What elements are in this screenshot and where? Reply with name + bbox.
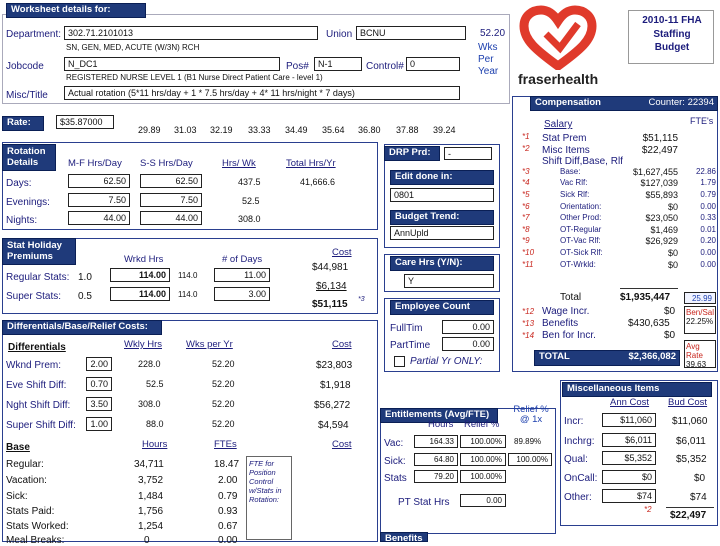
super-diff-rate[interactable]: 1.00 — [86, 417, 112, 431]
base-regular-label: Regular: — [6, 459, 44, 470]
stat-col-days: # of Days — [222, 254, 263, 265]
rotation-evenings-mf[interactable]: 7.50 — [68, 193, 130, 207]
ent-vac-label: Vac: — [384, 438, 404, 449]
regular-stats-small: 114.0 — [178, 271, 198, 280]
salary-title: Salary — [544, 119, 573, 130]
comp-row-value: $127,039 — [640, 178, 678, 188]
super-diff-hrs: 88.0 — [146, 419, 164, 429]
comp-row-fte: 0.00 — [700, 248, 716, 257]
rotation-col-wk: Hrs/ Wk — [222, 158, 256, 169]
department-label: Department: — [6, 29, 62, 40]
rate-step: 35.64 — [322, 125, 345, 135]
base-meal-label: Meal Breaks: — [6, 535, 65, 546]
comp-row-note: *9 — [522, 236, 530, 245]
weeks-per-year-value: 52.20 — [480, 28, 506, 39]
rate-step: 33.33 — [248, 125, 271, 135]
base-sick-fte: 0.79 — [218, 491, 238, 502]
base-stats-worked-label: Stats Worked: — [6, 521, 69, 532]
base-sick-hours: 1,484 — [138, 491, 164, 502]
benefits-header: Benefits — [380, 532, 428, 542]
avg-rate-label: Avg Rate — [686, 342, 703, 361]
rotation-col-mf: M-F Hrs/Day — [68, 158, 122, 169]
jobcode-label: Jobcode — [6, 61, 44, 72]
differentials-section — [2, 320, 378, 542]
department-field[interactable]: 302.71.2101013 — [64, 26, 318, 40]
ben-incr-value: $0 — [664, 330, 676, 341]
stat-note: *3 — [358, 296, 365, 303]
fte-note: FTE for Position Control w/Stats in Rotation: — [249, 459, 282, 504]
wage-incr-value: $0 — [664, 306, 676, 317]
rotation-nights-label: Nights: — [6, 215, 38, 226]
nght-diff-hrs: 308.0 — [138, 399, 161, 409]
misc-oncall-bud: $0 — [694, 473, 706, 484]
comp-row-value: $0 — [667, 248, 678, 258]
super-stats-label: Super Stats: — [6, 291, 62, 302]
rate-step: 37.88 — [396, 125, 419, 135]
comp-row-label: Orientation: — [560, 202, 602, 211]
base-stats-paid-fte: 0.93 — [218, 506, 238, 517]
stat-col-cost: Cost — [332, 247, 352, 258]
base-regular-hours: 34,711 — [134, 459, 164, 470]
worksheet-header: Worksheet details for: — [6, 3, 146, 18]
parttime-label: PartTime — [390, 340, 431, 351]
comp-row-label: Base: — [560, 167, 581, 176]
drp-field[interactable]: - — [444, 147, 492, 160]
base-stats-paid-hours: 1,756 — [138, 506, 164, 517]
ben-incr-note: *14 — [522, 331, 535, 340]
super-stats-days[interactable]: 3.00 — [214, 287, 270, 301]
comp-row-label: Stat Prem — [542, 133, 587, 144]
comp-row-value: $1,627,455 — [632, 167, 678, 177]
benefits-value: $430,635 — [628, 318, 670, 329]
base-vacation-label: Vacation: — [6, 475, 47, 486]
rotation-evenings-wk: 52.5 — [242, 196, 260, 206]
base-stats-worked-hours: 1,254 — [138, 521, 164, 532]
diff-col-hrs: Wkly Hrs — [124, 339, 162, 350]
ent-sick-pct[interactable]: 100.00% — [460, 453, 506, 466]
comp-row-note: *1 — [522, 132, 530, 141]
eve-diff-hrs: 52.5 — [146, 379, 164, 389]
grand-total-label: TOTAL — [539, 351, 570, 362]
department-description: SN, GEN, MED, ACUTE (W/3N) RCH — [66, 43, 200, 52]
misc-col-ann: Ann Cost — [610, 397, 650, 408]
base-title: Base — [6, 442, 30, 453]
care-hrs-field[interactable]: Y — [404, 274, 494, 288]
comp-row-value: $0 — [667, 202, 678, 212]
comp-row-fte: 0.00 — [700, 202, 716, 211]
base-meal-fte: 0.00 — [218, 535, 238, 546]
rate-step: 31.03 — [174, 125, 197, 135]
super-stats-factor: 0.5 — [78, 291, 92, 302]
comp-row-label: Sick Rlf: — [560, 190, 590, 199]
employee-count-header: Employee Count — [390, 300, 494, 315]
nght-diff-label: Nght Shift Diff: — [6, 400, 71, 411]
super-diff-wks: 52.20 — [212, 419, 235, 429]
control-label: Control# — [366, 61, 404, 72]
misc-note: *2 — [644, 505, 652, 514]
comp-row-note: *3 — [522, 167, 530, 176]
edit-done-field[interactable]: 0801 — [390, 188, 494, 202]
budget-title: 2010-11 FHA Staffing Budget — [642, 15, 702, 53]
grand-total-value: $2,366,082 — [628, 351, 676, 362]
ent-col-relief: Relief % — [464, 419, 500, 430]
control-field[interactable]: 0 — [406, 57, 460, 71]
logo-text: fraserhealth — [518, 71, 599, 87]
differentials-header: Differentials/Base/Relief Costs: — [2, 320, 162, 335]
misc-items-header: Miscellaneous Items — [562, 382, 712, 397]
base-stats-worked-fte: 0.67 — [218, 521, 238, 532]
base-vacation-hours: 3,752 — [138, 475, 164, 486]
misc-total: $22,497 — [670, 510, 707, 521]
eve-diff-label: Eve Shift Diff: — [6, 380, 67, 391]
misc-inchrg-bud: $6,011 — [676, 436, 706, 447]
parttime-field[interactable]: 0.00 — [442, 337, 494, 351]
rate-field[interactable]: $35.87000 — [56, 115, 114, 129]
ent-sick-label: Sick: — [384, 456, 406, 467]
rotation-nights-mf[interactable]: 44.00 — [68, 211, 130, 225]
rotation-nights-wk: 308.0 — [238, 214, 261, 224]
wknd-prem-rate[interactable]: 2.00 — [86, 357, 112, 371]
ent-sick-pct1x[interactable]: 100.00% — [508, 453, 552, 466]
base-col-fte: FTEs — [214, 439, 237, 450]
budget-trend-field[interactable]: AnnUpld — [390, 226, 494, 240]
ben-sal-label: Ben/Sal — [686, 308, 715, 317]
ent-col-relief-1x: Relief % @ 1x — [513, 404, 549, 426]
regular-stats-hrs[interactable]: 114.00 — [110, 268, 170, 282]
comp-row-note: *8 — [522, 225, 530, 234]
avg-rate-value: 39.63 — [686, 360, 707, 368]
base-meal-hours: 0 — [144, 535, 150, 546]
misc-qual-bud: $5,352 — [676, 454, 707, 465]
comp-row-label: OT-Sick Rlf: — [560, 248, 603, 257]
fraserhealth-logo — [516, 4, 600, 90]
comp-row-label: Vac Rlf: — [560, 178, 588, 187]
ent-vac-pct[interactable]: 100.00% — [460, 435, 506, 448]
rate-step: 34.49 — [285, 125, 308, 135]
nght-diff-cost: $56,272 — [314, 400, 351, 411]
comp-row-note: *10 — [522, 248, 535, 257]
comp-row-value: $51,115 — [642, 133, 678, 144]
care-hrs-header: Care Hrs (Y/N): — [390, 256, 494, 271]
total-rule — [620, 288, 678, 289]
comp-row-value: $1,469 — [650, 225, 678, 235]
wage-incr-label: Wage Incr. — [542, 306, 590, 317]
benefits-label: Benefits — [542, 318, 579, 329]
base-stats-paid-label: Stats Paid: — [6, 506, 55, 517]
comp-row-fte: 0.20 — [700, 236, 716, 245]
comp-row-note: *4 — [522, 178, 530, 187]
pt-stat-hrs-label: PT Stat Hrs — [398, 497, 450, 508]
union-label: Union — [326, 29, 353, 40]
rate-step: 29.89 — [138, 125, 161, 135]
diff-col-wks: Wks per Yr — [186, 339, 233, 350]
misc-total-rule — [666, 507, 714, 508]
wknd-prem-cost: $23,803 — [316, 360, 353, 371]
ent-sick-hours[interactable]: 64.80 — [414, 453, 458, 466]
entitlements-header: Entitlements (Avg/FTE) — [380, 408, 498, 423]
super-diff-cost: $4,594 — [318, 420, 349, 431]
eve-diff-wks: 52.20 — [212, 379, 235, 389]
rotation-col-ss: S-S Hrs/Day — [140, 158, 193, 169]
fte-head: FTE's — [690, 116, 714, 126]
misc-col-bud: Bud Cost — [668, 397, 708, 408]
rotation-days-wk: 437.5 — [238, 177, 261, 187]
rate-step: 39.24 — [433, 125, 456, 135]
pos-field[interactable]: N-1 — [314, 57, 362, 71]
comp-row-note: *2 — [522, 144, 530, 153]
diff-col-cost: Cost — [332, 339, 352, 350]
regular-stats-factor: 1.0 — [78, 272, 92, 283]
misc-oncall-ann[interactable]: $0 — [602, 470, 656, 484]
comp-row-label: OT-Vac Rlf: — [560, 236, 601, 245]
misc-inchrg-label: Inchrg: — [564, 436, 595, 447]
rotation-days-ss[interactable]: 62.50 — [140, 174, 202, 188]
stat-total: $51,115 — [312, 299, 348, 310]
rotation-days-label: Days: — [6, 178, 32, 189]
rotation-days-yr: 41,666.6 — [300, 177, 336, 187]
avg-rate-box — [684, 340, 716, 368]
regular-stats-days[interactable]: 11.00 — [214, 268, 270, 282]
ent-col-hours: Hours — [428, 419, 454, 430]
benefits-note: *13 — [522, 319, 535, 328]
jobcode-field[interactable]: N_DC1 — [64, 57, 280, 71]
counter-label: Counter: 22394 — [648, 97, 714, 108]
fulltime-label: FullTim — [390, 323, 423, 334]
grand-total-row — [534, 350, 680, 366]
comp-row-note: *7 — [522, 213, 530, 222]
stat-header: Stat Holiday Premiums — [2, 238, 76, 265]
base-col-hours: Hours — [142, 439, 168, 450]
misc-inchrg-ann[interactable]: $6,011 — [602, 433, 656, 447]
rotation-evenings-ss[interactable]: 7.50 — [140, 193, 202, 207]
comp-row-value: $23,050 — [645, 213, 678, 223]
comp-row-fte: 0.00 — [700, 260, 716, 269]
comp-row-value: $0 — [667, 260, 678, 270]
comp-row-fte: 22.86 — [695, 167, 716, 176]
misc-incr-ann[interactable]: $11,060 — [602, 413, 656, 427]
compensation-title: Compensation — [535, 97, 601, 108]
base-col-cost: Cost — [332, 439, 352, 450]
budget-trend-header: Budget Trend: — [390, 210, 494, 225]
rotation-evenings-label: Evenings: — [6, 197, 50, 208]
base-vacation-fte: 2.00 — [218, 475, 238, 486]
differentials-title: Differentials — [8, 342, 66, 353]
rotation-header: Rotation Details — [2, 144, 56, 171]
nght-diff-wks: 52.20 — [212, 399, 235, 409]
comp-row-label: Other Prod: — [560, 213, 602, 222]
ent-stats-pct[interactable]: 100.00% — [460, 470, 506, 483]
fulltime-field[interactable]: 0.00 — [442, 320, 494, 334]
ent-stats-label: Stats — [384, 473, 407, 484]
super-diff-label: Super Shift Diff: — [6, 420, 76, 431]
compensation-header — [530, 96, 718, 111]
heart-logo-icon — [516, 4, 600, 70]
edit-done-header: Edit done in: — [390, 170, 494, 185]
comp-row-label: OT-Regular — [560, 225, 602, 234]
total-value: $1,935,447 — [620, 292, 671, 303]
misc-qual-ann[interactable]: $5,352 — [602, 451, 656, 465]
partial-year-label: Partial Yr ONLY: — [410, 356, 483, 367]
misc-other-label: Other: — [564, 492, 592, 503]
regular-stats-label: Regular Stats: — [6, 272, 70, 283]
ent-vac-hours[interactable]: 164.33 — [414, 435, 458, 448]
comp-row-value: $55,893 — [645, 190, 678, 200]
comp-row-fte: 1.79 — [700, 178, 716, 187]
total-label: Total — [560, 292, 582, 303]
wknd-prem-wks: 52.20 — [212, 359, 235, 369]
nght-diff-rate[interactable]: 3.50 — [86, 397, 112, 411]
misc-other-bud: $74 — [690, 492, 707, 503]
base-sick-label: Sick: — [6, 491, 28, 502]
stat-col-hrs: Wrkd Hrs — [124, 254, 164, 265]
wknd-prem-label: Wknd Prem: — [6, 360, 62, 371]
super-stats-hrs[interactable]: 114.00 — [110, 287, 170, 301]
eve-diff-cost: $1,918 — [320, 380, 351, 391]
ben-sal-box — [684, 306, 716, 334]
misc-incr-bud: $11,060 — [672, 416, 708, 427]
super-stats-cost: $6,134 — [316, 281, 347, 292]
comp-row-label: Shift Diff,Base, Rlf — [542, 156, 623, 167]
ben-sal-value: 22.25% — [686, 317, 714, 327]
comp-row-value: $26,929 — [645, 236, 678, 246]
misc-oncall-label: OnCall: — [564, 473, 598, 484]
eve-diff-rate[interactable]: 0.70 — [86, 377, 112, 391]
job-description: REGISTERED NURSE LEVEL 1 (B1 Nurse Direct Patient Care - level 1) — [66, 73, 323, 82]
rate-step: 36.80 — [358, 125, 381, 135]
ent-vac-pct1x: 89.89% — [514, 437, 542, 446]
comp-row-fte: 0.79 — [700, 190, 716, 199]
rotation-nights-ss[interactable]: 44.00 — [140, 211, 202, 225]
comp-row-value: $22,497 — [641, 145, 678, 156]
union-field[interactable]: BCNU — [356, 26, 466, 40]
comp-row-label: OT-Wrkld: — [560, 260, 596, 269]
base-regular-fte: 18.47 — [214, 459, 240, 470]
wage-note: *12 — [522, 307, 535, 316]
ent-stats-hours[interactable]: 79.20 — [414, 470, 458, 483]
partial-year-checkbox[interactable] — [394, 356, 405, 367]
comp-row-note: *5 — [522, 190, 530, 199]
comp-row-note: *11 — [522, 260, 534, 269]
regular-stats-cost: $44,981 — [312, 262, 349, 273]
comp-row-note: *6 — [522, 202, 530, 211]
misc-qual-label: Qual: — [564, 454, 588, 465]
comp-row-fte: 0.01 — [700, 225, 716, 234]
wknd-prem-hrs: 228.0 — [138, 359, 161, 369]
ben-incr-label: Ben for Incr. — [542, 330, 596, 341]
rotation-col-yr: Total Hrs/Yr — [286, 158, 336, 169]
rotation-days-mf[interactable]: 62.50 — [68, 174, 130, 188]
total-fte: 25.99 — [684, 292, 716, 304]
comp-row-fte: 0.33 — [700, 213, 716, 222]
pos-label: Pos# — [286, 61, 309, 72]
rate-header: Rate: — [2, 116, 44, 131]
misc-title-label: Misc/Title — [6, 90, 48, 101]
pt-stat-hrs-field[interactable]: 0.00 — [460, 494, 506, 507]
misc-other-ann[interactable]: $74 — [602, 489, 656, 503]
comp-row-label: Misc Items — [542, 145, 590, 156]
rate-step: 32.19 — [210, 125, 233, 135]
weeks-per-year-label: Wks Per Year — [478, 42, 499, 77]
drp-header: DRP Prd: — [384, 146, 440, 161]
super-stats-small: 114.0 — [178, 290, 198, 299]
misc-title-field[interactable]: Actual rotation (5*11 hrs/day + 1 * 7.5 hrs/day + 4* 11 hrs/night * 7 days) — [64, 86, 460, 100]
misc-incr-label: Incr: — [564, 416, 584, 427]
